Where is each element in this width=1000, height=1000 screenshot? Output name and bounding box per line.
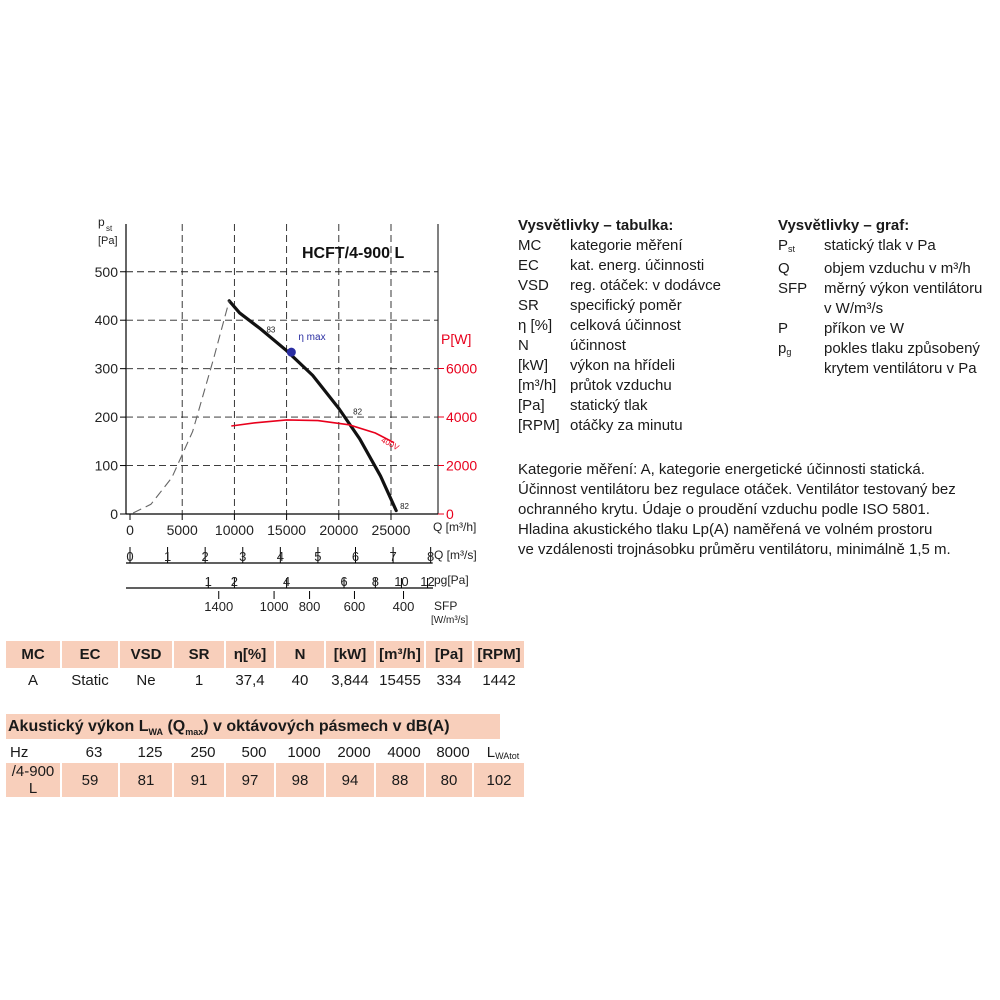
- total-label: L: [486, 743, 496, 761]
- legend-table-item: [518, 276, 758, 296]
- pg-tick-label: 1: [204, 574, 212, 589]
- note-line: Hladina akustického tlaku Lp(A) naměřená ve volném prostoru: [518, 521, 933, 538]
- spec-value-cell: 1: [194, 672, 204, 689]
- x-tick-label: 5000: [166, 522, 198, 538]
- pg-tick-label: 6: [340, 574, 348, 589]
- legend-table-value: statický tlak: [570, 397, 648, 414]
- y-tick-label: 500: [94, 263, 118, 280]
- octave-band-cell: 125: [137, 743, 163, 761]
- y-axis-label-main: p: [98, 215, 105, 229]
- legend-table-item: [518, 396, 758, 416]
- sound-power-cell: 81: [120, 763, 172, 797]
- power-curve-label: 400V: [379, 435, 401, 453]
- sound-power-cell: 98: [276, 763, 324, 797]
- m3s-tick-label: 2: [201, 549, 209, 564]
- legend-graph: [778, 216, 998, 379]
- sound-power-row: [6, 763, 524, 797]
- chart-grid: [120, 224, 444, 599]
- octave-band-cell: 63: [85, 743, 103, 761]
- pg-tick-label: 12: [420, 574, 435, 589]
- spec-header-cell: [m³/h]: [376, 641, 424, 668]
- legend-table-key: η [%]: [518, 317, 553, 334]
- m3s-axis-unit: Q [m³/s]: [434, 548, 477, 562]
- pg-tick-label: 2: [230, 574, 239, 589]
- m3s-tick-label: 3: [239, 549, 247, 564]
- legend-table-value: reg. otáček: v dodávce: [570, 277, 721, 294]
- legend-table-key: N: [518, 337, 529, 354]
- x-tick-label: 0: [126, 522, 134, 538]
- right-tick-label: 6000: [446, 360, 478, 377]
- spec-value-cell: Static: [71, 672, 109, 689]
- m3s-tick-label: 0: [126, 549, 134, 564]
- legend-graph-key-sub: st: [788, 244, 796, 254]
- note-line: Kategorie měření: A, kategorie energetické účinnosti statická.: [518, 461, 925, 478]
- x-axis-unit: Q [m³/h]: [433, 520, 477, 534]
- note-line: ve vzdálenosti trojnásobku průměru ventilátoru, minimálně 1,5 m.: [518, 541, 951, 558]
- spec-table: [4, 641, 526, 693]
- m3s-tick-label: 7: [389, 549, 397, 564]
- pg-tick-label: 10: [394, 574, 409, 589]
- power-curve-400v: [231, 420, 394, 443]
- legend-graph-key: SFP: [778, 280, 808, 297]
- spec-header-cell: [RPM]: [474, 641, 524, 668]
- octave-band-table: [4, 740, 530, 764]
- octave-band-cell: 8000: [436, 743, 470, 761]
- right-tick-label: 4000: [446, 409, 478, 425]
- legend-graph-item: [778, 236, 998, 259]
- m3s-tick-label: 8: [427, 549, 435, 564]
- legend-table-item: [518, 416, 758, 436]
- legend-table: [518, 216, 758, 436]
- legend-graph-value: objem vzduchu v m³/h: [824, 260, 971, 277]
- legend-table-item: [518, 296, 758, 316]
- x-tick-label: 25000: [371, 522, 411, 538]
- unstable-region-curve: [133, 301, 229, 513]
- x-tick-label: 20000: [319, 522, 359, 538]
- spec-header-cell: [kW]: [326, 641, 374, 668]
- legend-graph-value: pokles tlaku způsobený krytem ventilátoru v Pa: [824, 340, 980, 377]
- spec-header-cell: VSD: [120, 641, 172, 668]
- acoustic-title-mid: (Q: [163, 718, 186, 735]
- acoustic-title-sub1: WA: [148, 727, 163, 738]
- legend-table-key: SR: [518, 297, 539, 314]
- spec-header-cell: [Pa]: [426, 641, 472, 668]
- legend-table-value: specifický poměr: [570, 297, 682, 314]
- legend-table-value: kat. energ. účinnosti: [570, 257, 705, 274]
- efficiency-label: 82: [400, 502, 410, 512]
- legend-graph-value: příkon ve W: [824, 320, 905, 337]
- sound-power-cell: 102: [474, 763, 524, 797]
- legend-table-key: [RPM]: [518, 417, 560, 434]
- pg-tick-label: 4: [282, 574, 291, 589]
- legend-table-title: Vysvětlivky – tabulka:: [518, 217, 674, 234]
- right-tick-label: 0: [446, 506, 454, 522]
- spec-table-header-row: [6, 641, 524, 668]
- legend-table-item: [518, 236, 758, 256]
- spec-header-cell: SR: [174, 641, 224, 668]
- legend-table-item: [518, 316, 758, 336]
- sfp-axis-unit-2: [W/m³/s]: [431, 615, 469, 626]
- measurement-note: [518, 460, 998, 560]
- octave-band-cell: 2000: [337, 743, 371, 761]
- acoustic-title-pre: Akustický výkon L: [8, 718, 149, 735]
- legend-graph-item: [778, 259, 998, 279]
- efficiency-label: 83: [266, 325, 276, 335]
- sfp-axis-unit: SFP: [434, 599, 458, 613]
- legend-table-key: MC: [518, 237, 542, 254]
- legend-table-key: VSD: [518, 277, 549, 294]
- total-label-sub: WAtot: [495, 750, 520, 761]
- legend-graph-key: Pst: [778, 237, 796, 254]
- right-tick-label: 2000: [446, 457, 478, 474]
- spec-value-cell: A: [27, 672, 38, 689]
- sfp-tick-label: 600: [343, 599, 366, 614]
- legend-table-item: [518, 356, 758, 376]
- legend-table-item: [518, 256, 758, 276]
- sound-power-cell: 59: [62, 763, 118, 797]
- sound-power-cell: 94: [326, 763, 374, 797]
- acoustic-title: [6, 714, 500, 739]
- sound-power-cell: 91: [174, 763, 224, 797]
- legend-table-key: [Pa]: [518, 397, 545, 414]
- spec-value-cell: 334: [436, 672, 462, 689]
- spec-value-cell: 37,4: [235, 672, 265, 689]
- m3s-tick-label: 5: [314, 549, 322, 564]
- legend-table-value: průtok vzduchu: [570, 377, 672, 394]
- legend-table-value: účinnost: [570, 337, 626, 354]
- eta-max-label: η max: [298, 332, 326, 344]
- legend-graph-item: [778, 319, 998, 339]
- legend-table-key: EC: [518, 257, 539, 274]
- legend-graph-value: statický tlak v Pa: [824, 237, 936, 254]
- acoustic-title-post: ) v oktávových pásmech v dB(A): [203, 718, 450, 735]
- spec-value-cell: 15455: [379, 672, 421, 689]
- sfp-tick-label: 1400: [204, 599, 234, 614]
- legend-table-key: [m³/h]: [518, 377, 557, 394]
- m3s-tick-label: 4: [276, 549, 284, 564]
- y-tick-label: 400: [94, 312, 118, 329]
- hz-label: Hz: [10, 743, 29, 761]
- legend-graph-key: Q: [778, 260, 790, 277]
- spec-value-cell: 3,844: [331, 672, 369, 689]
- eta-max-point: [287, 348, 296, 357]
- pg-axis-unit: pg[Pa]: [434, 573, 469, 587]
- legend-graph-key-sub: g: [786, 347, 792, 357]
- spec-header-cell: MC: [6, 641, 60, 668]
- octave-band-cell: 4000: [387, 743, 421, 761]
- x-tick-label: 10000: [214, 522, 254, 538]
- octave-band-row: [6, 740, 528, 764]
- note-line: Účinnost ventilátoru bez regulace otáček. Ventilátor testovaný bez: [518, 481, 956, 498]
- pg-tick-label: 8: [371, 574, 379, 589]
- spec-value-cell: Ne: [136, 672, 156, 689]
- efficiency-label: 82: [353, 407, 363, 417]
- legend-graph-key: P: [778, 320, 789, 337]
- total-label-cell: [478, 740, 528, 764]
- y-axis-label-sub: st: [106, 224, 113, 233]
- legend-table-value: kategorie měření: [570, 237, 683, 254]
- sfp-tick-label: 800: [298, 599, 321, 614]
- y-tick-label: 100: [94, 457, 118, 474]
- spec-header-cell: N: [276, 641, 324, 668]
- acoustic-title-sub2: max: [185, 727, 204, 738]
- legend-graph-key: pg: [778, 340, 792, 357]
- spec-value-cell: 40: [291, 672, 309, 689]
- legend-table-rows: [518, 236, 758, 436]
- legend-table-value: celková účinnost: [570, 317, 681, 334]
- spec-value-cell: 1442: [482, 672, 516, 689]
- x-tick-label: 15000: [267, 522, 307, 538]
- legend-table-key: [kW]: [518, 357, 548, 374]
- sound-power-cell: 80: [426, 763, 472, 797]
- legend-graph-item: [778, 339, 998, 379]
- m3s-tick-label: 6: [351, 549, 360, 564]
- note-line: ochranného krytu. Údaje o proudění vzduchu podle ISO 5801.: [518, 501, 930, 518]
- chart-title: HCFT/4-900 L: [302, 245, 405, 262]
- sound-power-cell: 97: [226, 763, 274, 797]
- model-label: /4-900 L: [6, 763, 60, 797]
- sfp-tick-label: 400: [392, 599, 415, 614]
- legend-table-value: výkon na hřídeli: [570, 357, 676, 374]
- legend-table-item: [518, 376, 758, 396]
- spec-table-value-row: [6, 668, 524, 693]
- sound-power-table: [4, 763, 526, 797]
- sfp-tick-label: 1000: [259, 599, 289, 614]
- spec-header-cell: EC: [62, 641, 118, 668]
- legend-graph-rows: [778, 236, 998, 379]
- spec-header-cell: η[%]: [226, 641, 274, 668]
- octave-band-cell: 250: [190, 743, 216, 761]
- sound-power-cell: 88: [376, 763, 424, 797]
- octave-band-cell: 500: [241, 743, 267, 761]
- y-tick-label: 0: [110, 506, 118, 522]
- right-axis-label: P[W]: [441, 331, 472, 347]
- octave-band-cell: 1000: [287, 743, 321, 761]
- legend-graph-title: Vysvětlivky – graf:: [778, 217, 910, 234]
- legend-table-item: [518, 336, 758, 356]
- legend-table-value: otáčky za minutu: [570, 417, 683, 434]
- legend-graph-value: měrný výkon ventilátoru v W/m³/s: [824, 280, 983, 317]
- legend-graph-item: [778, 279, 998, 319]
- y-tick-label: 200: [94, 409, 118, 426]
- y-axis-unit: [Pa]: [98, 235, 118, 247]
- m3s-tick-label: 1: [163, 549, 172, 564]
- y-tick-label: 300: [94, 360, 118, 377]
